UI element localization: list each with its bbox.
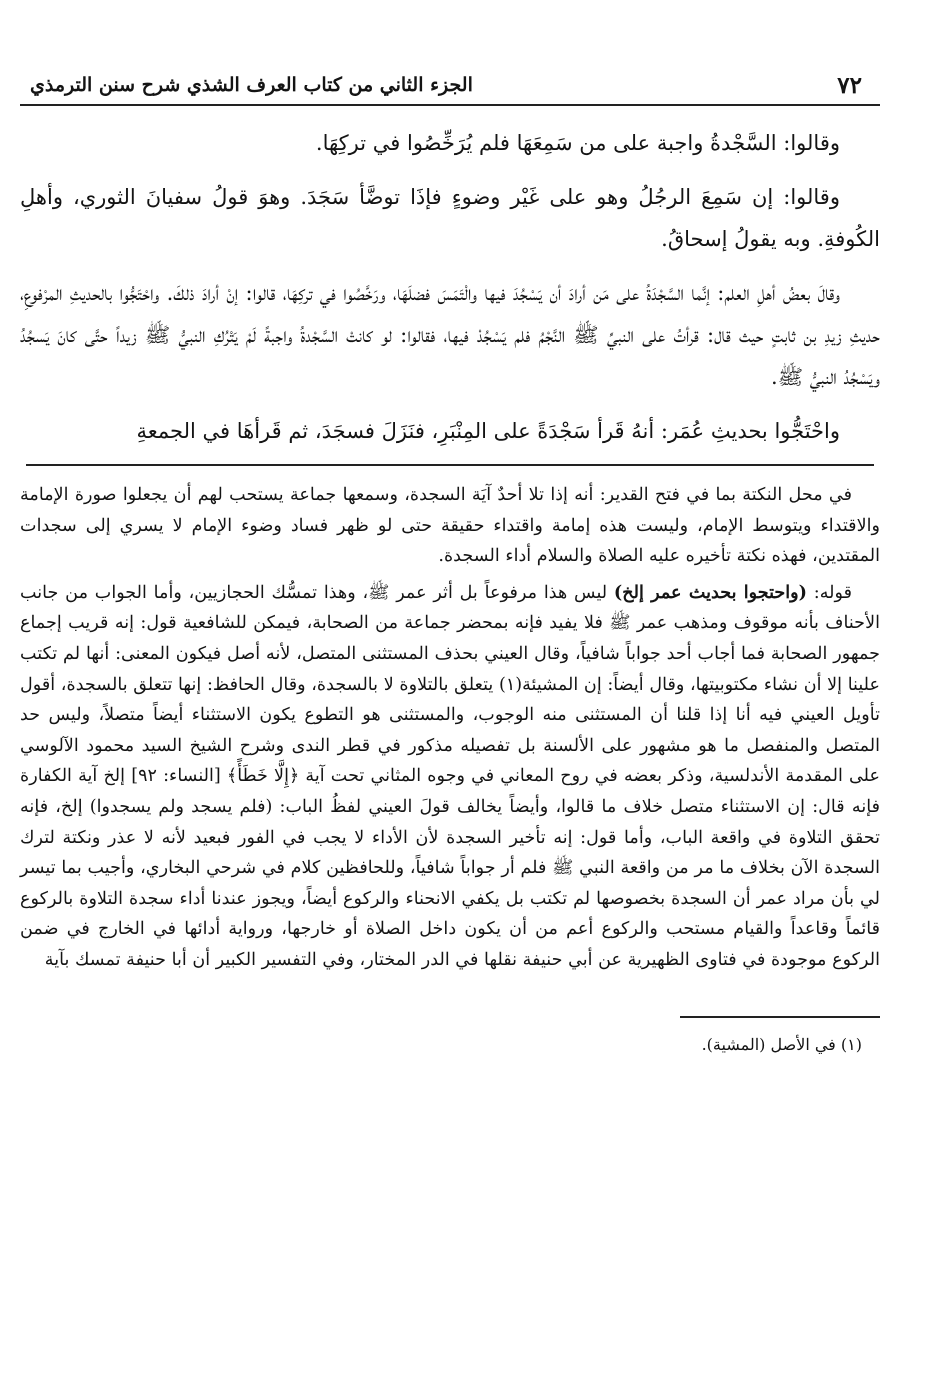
main-text <box>20 122 880 452</box>
footnote-separator <box>680 1016 880 1018</box>
commentary-quote: (واحتجوا بحديث عمر إلخ) <box>613 581 808 603</box>
commentary-body: ليس هذا مرفوعاً بل أثر عمر ﷺ، وهذا تمسُّك الحجازيين، وأما الجواب من جانب الأحناف بأنه موقوف ومذهب عمر ﷺ فلا يفيد فإنه بمحضر جماعة من الصحابة، فيمكن للشافعية قول: إنه قريب إجماع جمهور الصحابة فما أجاب أحد جواباً شافياً، وقال العيني بحذف المستثنى المتصل، لأنه أصل فيكون المعنى: أنها لم تكتب علينا إلا أن نشاء مكتوبيتها، وقال أيضاً: إن المشيئة(١) يتعلق بالتلاوة لا بالسجدة، وقال الحافظ: إنها تتعلق بالسجدة، أقول تأويل العيني فيه أنا إذا قلنا أن المستثنى منه الوجوب، والمستثنى هو التطوع يكون الاستثناء أيضاً متصلاً، وليس حد المتصل والمنفصل ما هو مشهور على الألسنة بل تفصيله مذكور في قطر الندى وشرح الشيخ السيد محمود الآلوسي على المقدمة الأندلسية، وذكر بعضه في روح المعاني في وجوه المثاني تحت آية ﴿إِلَّا خَطَأً﴾ [النساء: ٩٢] إلخ آية الكفارة فإنه قال: إن الاستثناء متصل خلاف ما قالوا، وأيضاً يخالف قولَ العيني لفظُ الباب: (فلم يسجد ولم يسجدوا) إلخ، فإنه تحقق التلاوة في واقعة الباب، وأما قول: إنه تأخير السجدة لأن الأداء لا يجب في الفور فبعيد لأنه لا عذر ونكتة لترك السجدة الآن بخلاف ما مر من واقعة النبي ﷺ فلم أر جواباً شافياً، وللحافظين كلام في شرحي البخاري، وأجيب بما تيسر لي بأن مراد عمر أن السجدة بخصوصها لم تكتب بل يكفي الانحناء والركوع أيضاً، ويجوز عندنا أداء سجدة التلاوة بالركوع قائماً وقاعداً والقيام مستحب والركوع أعم من أن يكون داخل الصلاة أو خارجها، ورواية أدائها في الخارج في ضمن الركوع موجودة في فتاوى الظهيرية عن أبي حنيفة نقلها في الدر المختار، وفي التفسير الكبير أن أبا حنيفة تمسك بآية <box>20 582 880 970</box>
page-number: ٧٢ <box>837 72 862 99</box>
main-paragraph: وقالوا: إن سَمِعَ الرجُلُ وهو على غَيْر وضوءٍ فإذَا توضَّأ سَجَدَ. وهوَ قولُ سفيانَ الثوري، وأهلِ الكُوفةِ. وبه يقولُ إسحاقُ. <box>20 185 880 251</box>
main-paragraph: وقالَ بعضُ أهلِ العلم: إنَّما السَّجْدَةُ على مَن أرادَ أن يَسْجُدَ فيها والْتَمَسَ فضلَهَا، ورَخَّصُوا في تركِهَا، قالوا: إنْ أرادَ ذلكَ. واحْتَجُّوا بالحديثِ المرْفوعِ، حديثِ زيدِ بن ثابتٍ حيث قال: قرأتُ على النبيِّ ﷺ النَّجْمُ فلم يَسْجُدْ فيها، فقالوا: لو كانتْ السَّجْدةُ واجبةً لَمْ يَتْرُكِ النبيُّ ﷺ زيداً حتَّى كانَ يَسجُدُ ويَسْجُدُ النبيُّ ﷺ. <box>20 281 880 389</box>
commentary-paragraph: في محل النكتة بما في فتح القدير: أنه إذا تلا أحدٌ آيَة السجدة، وسمعها جماعة يستحب لهم أن يجعلوا صورة الإمامة والاقتداء ويتوسط الإمام، وليست هذه إمامة واقتداء حقيقة حتى لو ظهر فساد وضوء الإمام لا يسري إلى سجدات المقتدين، فهذه نكتة تأخيره عليه الصلاة والسلام أداء السجدة. <box>20 485 880 567</box>
page <box>20 64 880 1058</box>
main-paragraph: واحْتَجُّوا بحديثِ عُمَر: أنهُ قَرأ سَجْدَةً على المِنْبَرِ، فنَزَلَ فسجَدَ، ثم قَرأهَا في الجمعةِ <box>136 419 840 443</box>
commentary <box>20 480 880 976</box>
main-paragraph: وقالوا: السَّجْدةُ واجبة على من سَمِعَهَا فلم يُرَخِّصُوا في تركِهَا. <box>315 131 840 155</box>
page-header <box>20 64 880 106</box>
commentary-separator <box>26 464 874 466</box>
commentary-lead: قوله: <box>813 582 853 603</box>
footnote: (١) في الأصل (المشية). <box>701 1034 862 1054</box>
running-title: الجزء الثاني من كتاب العرف الشذي شرح سنن الترمذي <box>30 74 473 96</box>
commentary-paragraph <box>20 578 880 976</box>
